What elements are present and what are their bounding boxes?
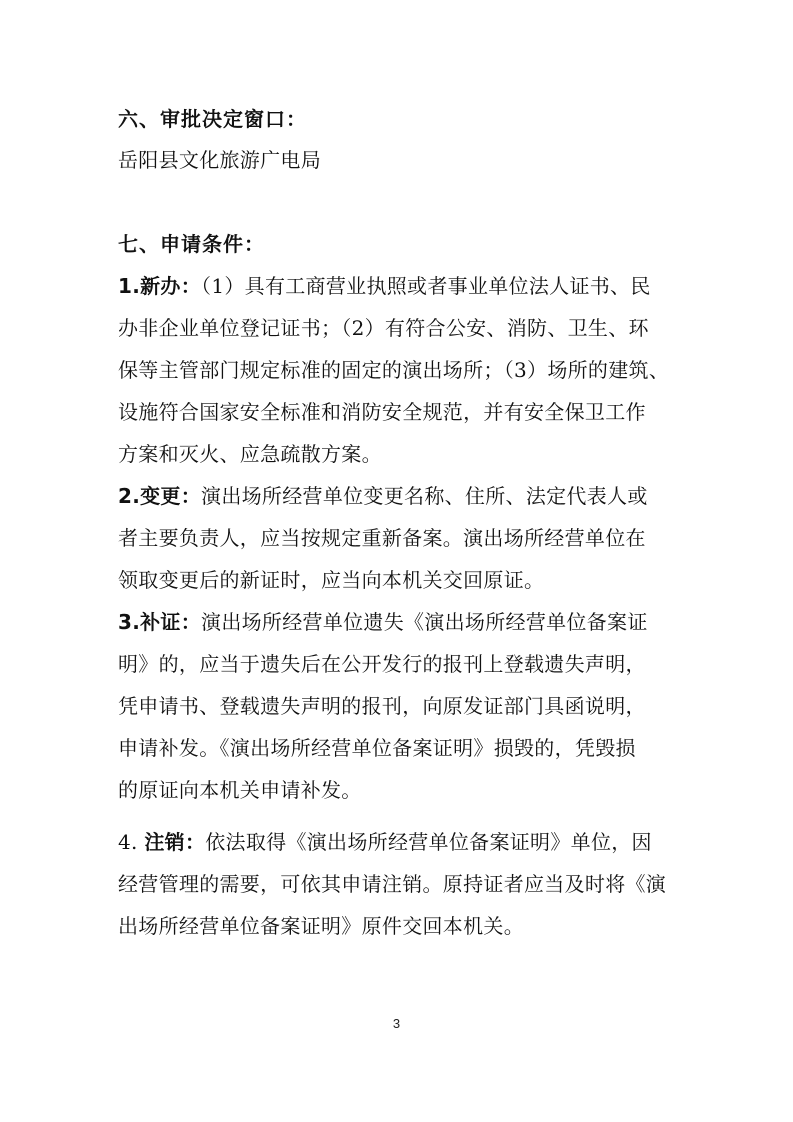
- item-3-text: 演出场所经营单位遗失《演出场所经营单位备案证: [201, 610, 648, 634]
- section-7-heading: 七、申请条件：: [118, 232, 265, 256]
- item-2-line-1: [118, 482, 678, 510]
- item-3-line-2: 明》的，应当于遗失后在公开发行的报刊上登载遗失声明，: [118, 652, 646, 676]
- page-number: 3: [392, 1016, 401, 1031]
- item-4-line-1: [118, 828, 678, 856]
- item-3-line-5: 的原证向本机关申请补发。: [118, 778, 362, 802]
- approval-window-text: 岳阳县文化旅游广电局: [118, 148, 321, 172]
- item-1-line-1: [118, 272, 678, 300]
- item-1-line-5: 方案和灭火、应急疏散方案。: [118, 442, 382, 466]
- item-1-label: 1.新办：: [118, 274, 202, 298]
- item-4-label: 注销：: [144, 830, 206, 854]
- item-4-line-3: 出场所经营单位备案证明》原件交回本机关。: [118, 914, 524, 938]
- item-4-number: 4.: [118, 830, 145, 854]
- item-2-line-3: 领取变更后的新证时，应当向本机关交回原证。: [118, 568, 545, 592]
- item-4-text: 依法取得《演出场所经营单位备案证明》单位，因: [205, 830, 652, 854]
- item-2-text: 演出场所经营单位变更名称、住所、法定代表人或: [201, 484, 648, 508]
- item-1-line-2: 办非企业单位登记证书；（2）有符合公安、消防、卫生、环: [118, 316, 649, 340]
- item-2-line-2: 者主要负责人，应当按规定重新备案。演出场所经营单位在: [118, 526, 646, 550]
- section-6-heading: 六、审批决定窗口：: [118, 107, 307, 131]
- item-1-line-3: 保等主管部门规定标准的固定的演出场所；（3）场所的建筑、: [118, 358, 670, 382]
- item-1-line-4: 设施符合国家安全标准和消防安全规范，并有安全保卫工作: [118, 400, 646, 424]
- item-3-line-1: [118, 608, 678, 636]
- item-4-line-2: 经营管理的需要，可依其申请注销。原持证者应当及时将《演: [118, 872, 667, 896]
- item-3-line-4: 申请补发。《演出场所经营单位备案证明》损毁的，凭毁损: [118, 736, 636, 760]
- item-2-label: 2.变更：: [118, 484, 202, 508]
- item-3-label: 3.补证：: [118, 610, 202, 634]
- item-1-text: （1）具有工商营业执照或者事业单位法人证书、民: [201, 274, 651, 298]
- item-3-line-3: 凭申请书、登载遗失声明的报刊，向原发证部门具函说明，: [118, 694, 646, 718]
